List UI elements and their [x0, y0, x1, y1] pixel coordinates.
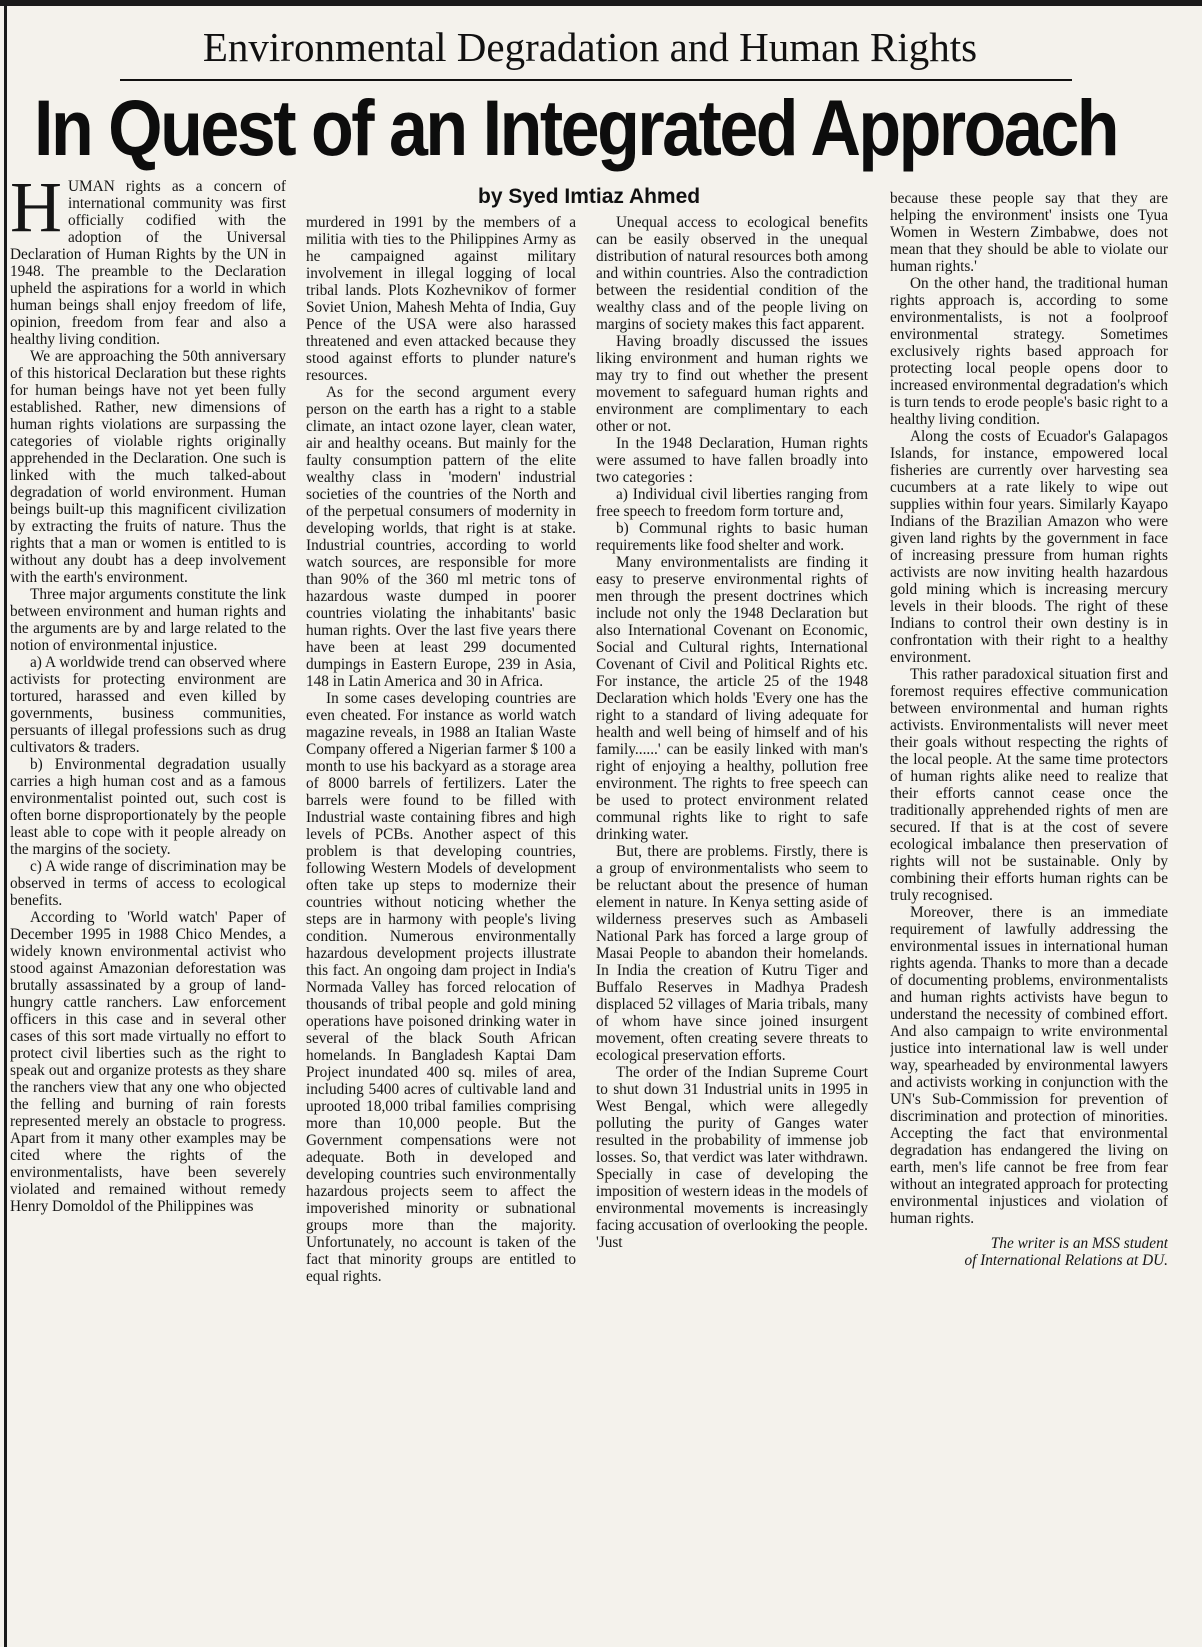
- paragraph: Three major arguments constitute the link between environment and human rights and the arguments are by and large related to the notion of environmental injustice.: [10, 586, 286, 654]
- article-column-2: [306, 214, 576, 1640]
- paragraph: because these people say that they are helping the environment' insists one Tyua Women in Western Zimbabwe, does not mean that they should be able to violate our human rights.': [890, 190, 1168, 275]
- paragraph: This rather paradoxical situation first and foremost requires effective communication between environmental and human rights activists. Environmentalists will never meet their goals without respecting the rights of the local people. At the same time protectors of human rights alike need to realize that their efforts cannot cease once the traditionally apprehended rights of men are secured. If that is at the cost of severe ecological imbalance then preservation of rights will not be sustainable. Only by combining their efforts human rights can be truly recognised.: [890, 666, 1168, 904]
- article-byline: by Syed Imtiaz Ahmed: [478, 185, 701, 208]
- paragraph: But, there are problems. Firstly, there is a group of environmentalists who seem to be reluctant about the presence of human element in nature. In Kenya setting aside of wilderness preserves such as Ambaseli National Park has forced a large group of Masai People to abandon their homelands. In India the creation of Kutru Tiger and Buffalo Reserves in Madhya Pradesh displaced 52 villages of Maria tribals, many of whom have since joined insurgent movement, often creating severe threats to ecological preservation efforts.: [596, 843, 868, 1064]
- paragraph: In some cases developing countries are even cheated. For instance as world watch magazine reveals, in 1988 an Italian Waste Company offered a Nigerian farmer $ 100 a month to use his backyard as a storage area of 8000 barrels of fertilizers. Later the barrels were found to be filled with Industrial waste containing fibres and high levels of PCBs. Another aspect of this problem is that developing countries, following Western Models of development often take up steps to modernize their countries without noticing whether the steps are in harmony with people's living condition. Numerous environmentally hazardous development projects illustrate this fact. An ongoing dam project in India's Normada Valley has forced relocation of thousands of tribal people and gold mining operations have poisoned drinking water in several of the black South African homelands. In Bangladesh Kaptai Dam Project inundated 400 sq. miles of area, including 5400 acres of cultivable land and uprooted 18,000 tribal families comprising more than 10,000 people. But the Government compensations were not adequate. Both in developed and developing countries such environmentally hazardous projects seem to affect the impoverished minority or subnational groups more than the majority. Unfortunately, no account is taken of the fact that minority groups are entitled to equal rights.: [306, 690, 576, 1285]
- article-headline: In Quest of an Integrated Approach: [34, 84, 1118, 172]
- paragraph: Many environmentalists are finding it easy to preserve environmental rights of men through the present doctrines which include not only the 1948 Declaration but also International Covenant on Economic, Social and Cultural rights, International Covenant of Civil and Political Rights etc. For instance, the article 25 of the 1948 Declaration which holds 'Every one has the right to a standard of living adequate for health and well being of himself and of his family......' can be easily linked with man's right of enjoying a healthy, pollution free environment. The rights to free speech can be used to protect environment related communal rights like to right to safe drinking water.: [596, 554, 868, 843]
- paragraph: Moreover, there is an immediate requirement of lawfully addressing the environmental issues in international human rights agenda. Thanks to more than a decade of documenting problems, environmentalists and human rights activists have begun to understand the necessity of combined effort. And also campaign to write environmental justice into international law is well under way, spearheaded by environmental lawyers and activists working in conjunction with the UN's Sub-Commission for prevention of discrimination and protection of minorities. Accepting the fact that environmental degradation has endangered the living on earth, men's life cannot be free from fear without an integrated approach for protecting environmental injustices and violation of human rights.: [890, 904, 1168, 1227]
- paragraph: Unequal access to ecological benefits can be easily observed in the unequal distribution of natural resources both among and within countries. Also the contradiction between the residential condition of the wealthy class and of the people living on margins of society makes this fact apparent.: [596, 214, 868, 333]
- paragraph: murdered in 1991 by the members of a militia with ties to the Philippines Army as he campaigned against military involvement in illegal logging of local tribal lands. Plots Kozhevnikov of former Soviet Union, Mahesh Mehta of India, Guy Pence of the USA were also harassed threatened and even attacked because they stood against efforts to plunder nature's resources.: [306, 214, 576, 384]
- paragraph: The order of the Indian Supreme Court to shut down 31 Industrial units in 1995 in West Bengal, which were allegedly polluting the purity of Ganges water resulted in the probability of immense job losses. So, that verdict was later withdrawn. Specially in case of developing the imposition of western ideas in the models of environmental movements is increasingly facing accusation of overlooking the people. 'Just: [596, 1064, 868, 1251]
- left-border-rule: [4, 0, 7, 1647]
- author-note: [890, 1235, 1168, 1269]
- article-column-3: [596, 214, 868, 1640]
- paragraph: UMAN rights as a concern of international community was first officially codified with the adoption of the Universal Declaration of Human Rights by the UN in 1948. The preamble to the Declaration upheld the aspirations for a world in which human beings shall enjoy freedom of life, opinion, freedom from fear and also a healthy living condition.: [10, 178, 286, 348]
- drop-cap: H: [10, 178, 62, 247]
- paragraph: On the other hand, the traditional human rights approach is, according to some environmentalists, is not a foolproof environmental strategy. Sometimes exclusively rights based approach for protecting local people opens door to increased environmental degradation's which is turn tends to erode people's basic right to a healthy living condition.: [890, 275, 1168, 428]
- paragraph: In the 1948 Declaration, Human rights were assumed to have fallen broadly into two categories :: [596, 435, 868, 486]
- paragraph: Having broadly discussed the issues liking environment and human rights we may try to find out whether the present movement to safeguard human rights and environment are complimentary to each other or not.: [596, 333, 868, 435]
- paragraph: Along the costs of Ecuador's Galapagos Islands, for instance, empowered local fisheries are currently over harvesting sea cucumbers at a rate likely to wipe out supplies within four years. Similarly Kayapo Indians of the Brazilian Amazon who were given land rights by the government in face of increasing pressure from human rights activists are now inviting health hazardous gold mining which is increasing mercury levels in their bloods. The right of these Indians to control their own destiny is in confrontation with their right to a healthy environment.: [890, 428, 1168, 666]
- paragraph: b) Environmental degradation usually carries a high human cost and as a famous environmentalist pointed out, such cost is often borne disproportionately by the people least able to cope with it people already on the margins of the society.: [10, 756, 286, 858]
- article-column-1: [10, 178, 286, 1640]
- article-column-4: [890, 190, 1168, 1640]
- paragraph: c) A wide range of discrimination may be observed in terms of access to ecological benefits.: [10, 858, 286, 909]
- paragraph: b) Communal rights to basic human requirements like food shelter and work.: [596, 520, 868, 554]
- author-note-line-1: The writer is an MSS student: [990, 1235, 1168, 1252]
- paragraph: As for the second argument every person on the earth has a right to a stable climate, an intact ozone layer, clean water, air and healthy oceans. But mainly for the faulty consumption pattern of the elite wealthy class in 'modern' industrial societies of the countries of the North and of the perpetual consumers of modernity in developing worlds, that right is at stake. Industrial countries, according to world watch sources, are responsible for more than 90% of the 360 ml metric tons of hazardous waste dumped in poorer countries violating the inhabitants' basic human rights. Over the last five years there have been at least 299 documented dumpings in Eastern Europe, 239 in Asia, 148 in Latin America and 30 in Africa.: [306, 384, 576, 690]
- article-kicker: Environmental Degradation and Human Rights: [202, 24, 978, 70]
- paragraph: a) Individual civil liberties ranging from free speech to freedom form torture and,: [596, 486, 868, 520]
- author-note-line-2: of International Relations at DU.: [964, 1252, 1168, 1269]
- paragraph: a) A worldwide trend can observed where activists for protecting environment are tortured, harassed and even killed by governments, business communities, persuants of illegal professions such as drug cultivators & traders.: [10, 654, 286, 756]
- paragraph: According to 'World watch' Paper of December 1995 in 1988 Chico Mendes, a widely known environmental activist who stood against Amazonian deforestation was brutally assassinated by a group of land-hungry cattle ranchers. Law enforcement officers in this case and in several other cases of this sort made virtually no effort to protect civil liberties such as the right to speak out and organize protests as they share the ranchers view that any one who objected the felling and burning of rain forests represented merely an obstacle to progress. Apart from it many other examples may be cited where the rights of the environmentalists, have been severely violated and remained without remedy Henry Domoldol of the Philippines was: [10, 909, 286, 1215]
- paragraph: We are approaching the 50th anniversary of this historical Declaration but these rights for human beings have not yet been fully established. Rather, new dimensions of human rights violations are surpassing the categories of violable rights originally apprehended in the Declaration. One such is linked with the much talked-about degradation of world environment. Human beings built-up this magnificent civilization by extracting the fruits of nature. Thus the rights that a man or women is entitled to is without any doubt has a deep involvement with the earth's environment.: [10, 348, 286, 586]
- top-border-rule: [0, 0, 1202, 6]
